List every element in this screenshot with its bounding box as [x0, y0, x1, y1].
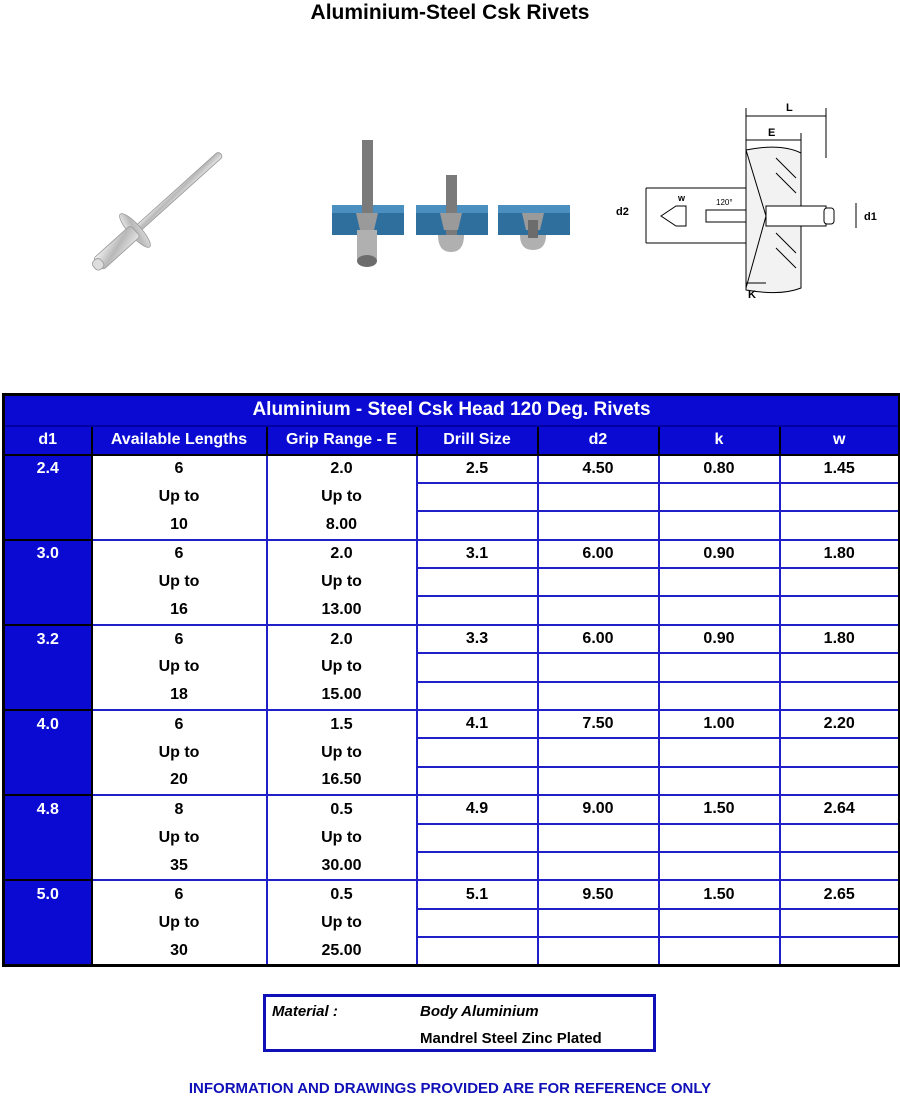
drill-cell: 3.3: [417, 625, 538, 653]
d1-cell: [4, 824, 92, 852]
w-cell: [780, 937, 900, 965]
length-cell: 6: [92, 455, 267, 483]
d2-cell: 4.50: [538, 455, 659, 483]
drill-cell: [417, 824, 538, 852]
d1-cell: [4, 511, 92, 539]
k-cell: [659, 568, 780, 596]
grip-cell: Up to: [267, 483, 417, 511]
d2-cell: 6.00: [538, 625, 659, 653]
d2-cell: [538, 909, 659, 937]
d2-cell: [538, 738, 659, 766]
length-cell: 10: [92, 511, 267, 539]
table-row: [4, 568, 900, 596]
length-cell: 30: [92, 937, 267, 965]
d1-cell: 4.8: [4, 795, 92, 823]
table-row: [4, 767, 900, 795]
length-cell: 18: [92, 682, 267, 710]
d2-cell: [538, 937, 659, 965]
grip-cell: Up to: [267, 909, 417, 937]
grip-cell: 0.5: [267, 880, 417, 908]
d2-cell: [538, 767, 659, 795]
k-cell: 0.90: [659, 625, 780, 653]
drill-cell: [417, 937, 538, 965]
k-cell: [659, 909, 780, 937]
table-row: [4, 909, 900, 937]
d1-cell: [4, 767, 92, 795]
grip-cell: 0.5: [267, 795, 417, 823]
k-cell: [659, 483, 780, 511]
d1-cell: 5.0: [4, 880, 92, 908]
k-cell: [659, 824, 780, 852]
label-angle: 120°: [716, 198, 733, 207]
drill-cell: [417, 483, 538, 511]
grip-cell: 2.0: [267, 455, 417, 483]
w-cell: 2.65: [780, 880, 900, 908]
k-cell: [659, 511, 780, 539]
column-header: d1: [4, 426, 92, 455]
rivet-spec-table: [2, 393, 900, 967]
w-cell: [780, 824, 900, 852]
table-row: [4, 738, 900, 766]
rivet-photo: [74, 132, 246, 292]
length-cell: 6: [92, 625, 267, 653]
label-d1: d1: [864, 211, 877, 223]
d1-cell: 3.2: [4, 625, 92, 653]
w-cell: [780, 767, 900, 795]
k-cell: [659, 937, 780, 965]
drill-cell: [417, 596, 538, 624]
table-row: [4, 653, 900, 681]
w-cell: [780, 511, 900, 539]
grip-cell: 8.00: [267, 511, 417, 539]
label-K: K: [748, 289, 756, 301]
k-cell: [659, 767, 780, 795]
w-cell: 1.45: [780, 455, 900, 483]
label-L: L: [786, 102, 793, 114]
grip-cell: 16.50: [267, 767, 417, 795]
table-row: [4, 540, 900, 568]
d1-cell: [4, 596, 92, 624]
length-cell: Up to: [92, 568, 267, 596]
k-cell: [659, 596, 780, 624]
drill-cell: [417, 909, 538, 937]
d2-cell: [538, 511, 659, 539]
d2-cell: [538, 568, 659, 596]
length-cell: 8: [92, 795, 267, 823]
grip-cell: 25.00: [267, 937, 417, 965]
grip-cell: Up to: [267, 653, 417, 681]
d2-cell: 9.00: [538, 795, 659, 823]
table-row: [4, 625, 900, 653]
drill-cell: [417, 653, 538, 681]
page-title: Aluminium-Steel Csk Rivets: [310, 1, 590, 24]
length-cell: 6: [92, 710, 267, 738]
drill-cell: [417, 511, 538, 539]
k-cell: [659, 653, 780, 681]
length-cell: Up to: [92, 653, 267, 681]
k-cell: [659, 738, 780, 766]
k-cell: [659, 682, 780, 710]
label-E: E: [768, 127, 776, 139]
material-label: Material :: [272, 1003, 338, 1020]
label-w: w: [678, 193, 686, 203]
k-cell: [659, 852, 780, 880]
column-header: w: [780, 426, 900, 455]
drill-cell: 2.5: [417, 455, 538, 483]
d2-cell: 6.00: [538, 540, 659, 568]
w-cell: 1.80: [780, 540, 900, 568]
d1-cell: [4, 568, 92, 596]
w-cell: [780, 909, 900, 937]
drill-cell: [417, 568, 538, 596]
d1-cell: [4, 909, 92, 937]
grip-cell: 2.0: [267, 625, 417, 653]
column-header: Grip Range - E: [267, 426, 417, 455]
w-cell: [780, 738, 900, 766]
length-cell: 20: [92, 767, 267, 795]
length-cell: 6: [92, 880, 267, 908]
d1-cell: [4, 682, 92, 710]
k-cell: 0.80: [659, 455, 780, 483]
d2-cell: [538, 596, 659, 624]
table-row: [4, 824, 900, 852]
table-row: [4, 937, 900, 965]
label-d2: d2: [616, 206, 629, 218]
d2-cell: 9.50: [538, 880, 659, 908]
drill-cell: [417, 682, 538, 710]
d1-cell: [4, 483, 92, 511]
column-header: Available Lengths: [92, 426, 267, 455]
drill-cell: 3.1: [417, 540, 538, 568]
table-row: [4, 511, 900, 539]
k-cell: 1.00: [659, 710, 780, 738]
d2-cell: [538, 852, 659, 880]
d1-cell: 4.0: [4, 710, 92, 738]
length-cell: 6: [92, 540, 267, 568]
d2-cell: 7.50: [538, 710, 659, 738]
w-cell: [780, 596, 900, 624]
installation-steps-illustration: [330, 130, 570, 275]
d1-cell: [4, 653, 92, 681]
length-cell: Up to: [92, 824, 267, 852]
length-cell: 16: [92, 596, 267, 624]
w-cell: [780, 852, 900, 880]
grip-cell: 13.00: [267, 596, 417, 624]
table-heading: Aluminium - Steel Csk Head 120 Deg. Rivets: [4, 395, 900, 426]
material-mandrel: Mandrel Steel Zinc Plated: [420, 1030, 602, 1047]
table-row: [4, 710, 900, 738]
material-body: Body Aluminium: [420, 1003, 539, 1020]
length-cell: Up to: [92, 738, 267, 766]
table-row: [4, 483, 900, 511]
grip-cell: Up to: [267, 738, 417, 766]
k-cell: 0.90: [659, 540, 780, 568]
table-row: [4, 682, 900, 710]
w-cell: [780, 682, 900, 710]
table-row: [4, 880, 900, 908]
table-row: [4, 795, 900, 823]
d1-cell: [4, 852, 92, 880]
d1-cell: [4, 937, 92, 965]
drill-cell: [417, 767, 538, 795]
w-cell: 2.20: [780, 710, 900, 738]
w-cell: 1.80: [780, 625, 900, 653]
k-cell: 1.50: [659, 795, 780, 823]
length-cell: 35: [92, 852, 267, 880]
dimension-drawing: [606, 98, 892, 306]
table-row: [4, 596, 900, 624]
drill-cell: 4.1: [417, 710, 538, 738]
w-cell: [780, 653, 900, 681]
drill-cell: 5.1: [417, 880, 538, 908]
d2-cell: [538, 653, 659, 681]
d2-cell: [538, 483, 659, 511]
drill-cell: [417, 852, 538, 880]
disclaimer-footer: INFORMATION AND DRAWINGS PROVIDED ARE FOR REFERENCE ONLY: [188, 1080, 712, 1097]
length-cell: Up to: [92, 909, 267, 937]
d1-cell: 3.0: [4, 540, 92, 568]
w-cell: 2.64: [780, 795, 900, 823]
grip-cell: Up to: [267, 568, 417, 596]
grip-cell: 1.5: [267, 710, 417, 738]
w-cell: [780, 483, 900, 511]
drill-cell: 4.9: [417, 795, 538, 823]
d2-cell: [538, 682, 659, 710]
column-header: k: [659, 426, 780, 455]
material-box: [263, 994, 656, 1052]
drill-cell: [417, 738, 538, 766]
w-cell: [780, 568, 900, 596]
table-row: [4, 852, 900, 880]
column-header: Drill Size: [417, 426, 538, 455]
d2-cell: [538, 824, 659, 852]
grip-cell: 2.0: [267, 540, 417, 568]
length-cell: Up to: [92, 483, 267, 511]
grip-cell: 30.00: [267, 852, 417, 880]
table-row: [4, 455, 900, 483]
grip-cell: Up to: [267, 824, 417, 852]
column-header: d2: [538, 426, 659, 455]
d1-cell: 2.4: [4, 455, 92, 483]
k-cell: 1.50: [659, 880, 780, 908]
grip-cell: 15.00: [267, 682, 417, 710]
d1-cell: [4, 738, 92, 766]
